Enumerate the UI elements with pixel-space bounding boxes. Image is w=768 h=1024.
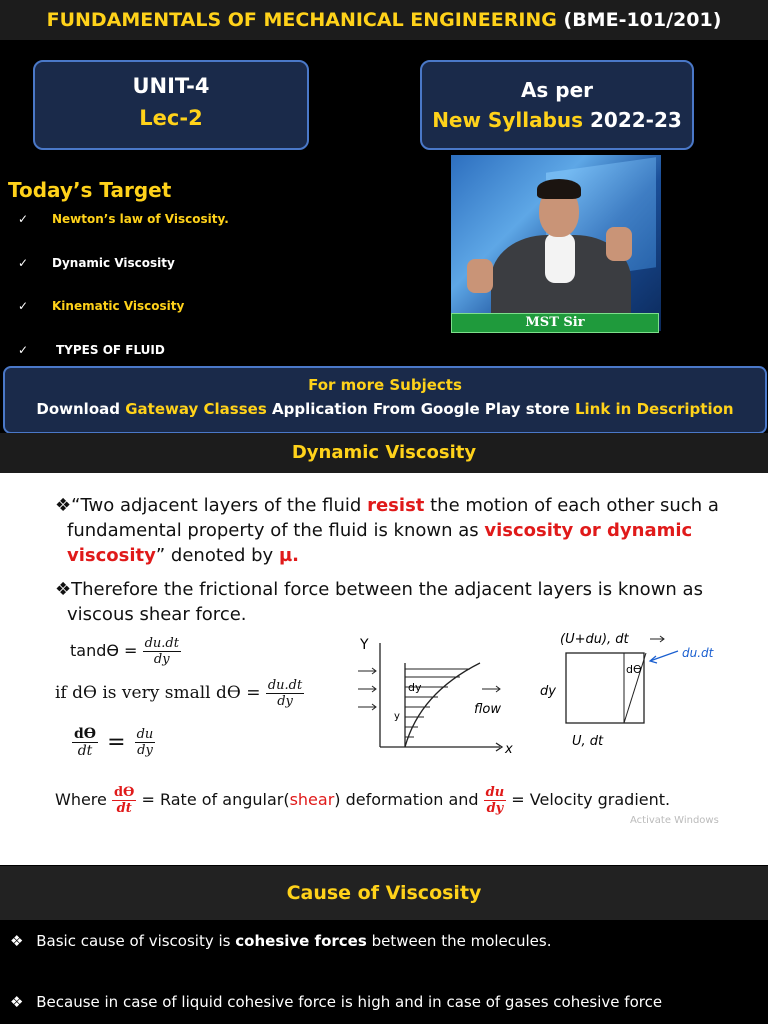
dynamic-viscosity-heading: Dynamic Viscosity [0, 433, 768, 473]
cause-bullet-1 [10, 932, 552, 950]
definition-paragraph [55, 493, 768, 568]
eq1-lhs: tandϴ = [70, 641, 138, 660]
instructor-name: MST Sir [451, 313, 659, 333]
cause-text-c: between the molecules. [371, 932, 552, 950]
cause-text-2: Because in case of liquid cohesive force is high and in case of gases cohesive force [36, 993, 663, 1011]
denominator: dy [137, 743, 153, 758]
fraction [112, 785, 136, 816]
numerator: du.dt [144, 636, 179, 651]
fraction [135, 727, 156, 758]
check-icon: ✓ [18, 343, 29, 357]
where-mid: = Rate of angular( [141, 790, 290, 809]
app-name: Gateway Classes [125, 400, 267, 418]
fraction [484, 785, 507, 816]
check-icon: ✓ [18, 212, 29, 226]
para2-text: Therefore the frictional force between the adjacent layers is known as viscous shear force. [67, 579, 703, 625]
todays-target-heading: Today’s Target [8, 178, 172, 202]
dtheta-label: dϴ [626, 663, 642, 676]
denominator: dt [77, 743, 93, 759]
course-title-main: FUNDAMENTALS OF MECHANICAL ENGINEERING [46, 9, 557, 31]
title-slide [0, 0, 768, 432]
equals-sign: = [107, 730, 126, 755]
numerator: dϴ [113, 785, 135, 800]
where-velocity: = Velocity gradient. [511, 790, 671, 809]
description-link: Link in Description [574, 400, 734, 418]
y-axis-label: Y [360, 637, 369, 653]
cause-text-a: Basic cause of viscosity is [36, 932, 231, 950]
denominator: dy [153, 652, 170, 667]
windows-watermark: Activate Windows [630, 815, 719, 826]
check-icon: ✓ [18, 256, 29, 270]
bullet-icon: ❖ [10, 993, 24, 1011]
unit-label: UNIT-4 [132, 74, 210, 98]
store-text: Application From Google Play store [272, 400, 570, 418]
para1-text: “Two adjacent layers of the fluid [71, 495, 362, 516]
du-dt-label: du.dt [682, 646, 714, 660]
top-velocity-label: (U+du), dt [560, 633, 629, 647]
small-angle-equation [55, 678, 304, 709]
target-item [18, 299, 184, 313]
target-item [18, 212, 229, 226]
course-title [0, 0, 768, 40]
mu-symbol: µ. [278, 545, 300, 566]
target-item-label: Kinematic Viscosity [52, 299, 185, 313]
fraction [143, 636, 181, 667]
download-text: Download [36, 400, 120, 418]
syllabus-as-per: As per [520, 78, 594, 102]
syllabus-new: New Syllabus [432, 108, 584, 132]
para1-text-b: the motion of each other such a fundamental property of the fluid is known as [67, 495, 719, 541]
target-item-label: Newton’s law of Viscosity. [52, 212, 229, 226]
fraction [266, 678, 304, 709]
bullet-icon: ❖ [55, 579, 72, 600]
where-line [55, 785, 670, 816]
bullet-icon: ❖ [10, 932, 24, 950]
course-code: (BME-101/201) [563, 9, 722, 31]
para1-text-c: ” denoted by [155, 545, 274, 566]
where-word: Where [55, 790, 107, 809]
bottom-velocity-label: U, dt [572, 734, 604, 749]
dy-label: dy [408, 681, 422, 694]
subjects-download-line [5, 400, 765, 418]
rect-dy-label: dy [540, 684, 556, 699]
eq2-lhs: if dϴ is very small dϴ = [55, 683, 261, 703]
target-item [18, 256, 175, 270]
lecture-label: Lec-2 [139, 106, 203, 130]
target-item [18, 343, 165, 357]
fraction [72, 726, 98, 759]
syllabus-box [420, 60, 694, 150]
denominator: dy [486, 801, 504, 816]
denominator: dy [277, 694, 293, 709]
subjects-banner [3, 366, 767, 434]
denominator: dt [116, 801, 132, 816]
syllabus-year: 2022-23 [590, 108, 682, 132]
bullet-icon: ❖ [55, 495, 72, 516]
numerator: dϴ [74, 726, 96, 742]
flow-label: flow [474, 702, 501, 717]
target-item-label: TYPES OF FLUID [56, 343, 165, 357]
numerator: du.dt [267, 678, 303, 693]
numerator: du [485, 785, 505, 800]
tan-equation [70, 636, 181, 667]
syllabus-line [422, 108, 692, 132]
where-end: ) deformation and [334, 790, 479, 809]
instructor-photo [451, 155, 661, 331]
velocity-profile-diagram [350, 633, 750, 758]
shear-force-paragraph [55, 577, 768, 627]
x-axis-label: x [505, 742, 513, 757]
rate-equation [72, 726, 155, 759]
cause-of-viscosity-heading: Cause of Viscosity [0, 866, 768, 920]
cause-bullet-2 [10, 993, 662, 1011]
cohesive-forces-term: cohesive forces [235, 932, 367, 950]
numerator: du [136, 727, 154, 742]
y-label: y [394, 711, 400, 722]
shear-word: shear [289, 790, 335, 809]
resist-word: resist [367, 495, 425, 516]
unit-box [33, 60, 309, 150]
target-item-label: Dynamic Viscosity [52, 256, 175, 270]
check-icon: ✓ [18, 299, 29, 313]
viscosity-term: viscosity or dynamic viscosity [67, 520, 693, 566]
dynamic-viscosity-slide [0, 473, 768, 865]
subjects-heading: For more Subjects [308, 376, 462, 394]
